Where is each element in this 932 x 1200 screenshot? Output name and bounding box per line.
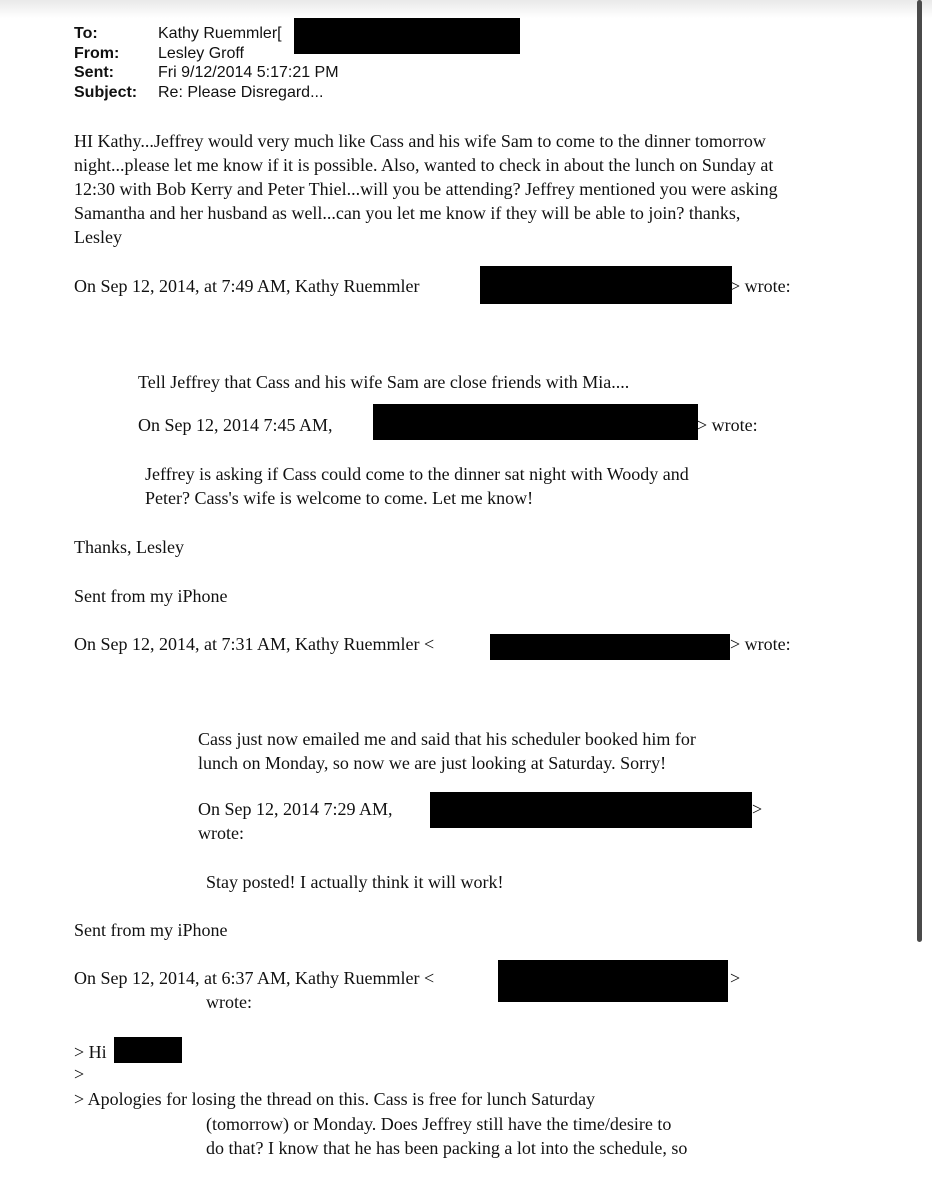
quoted-text: > Hi [74,1042,107,1062]
subject-row [74,83,339,103]
quote-attribution: On Sep 12, 2014, at 6:37 AM, Kathy Ruemmler < [74,968,435,988]
to-value: Kathy Ruemmler[ [158,25,282,42]
quote-attribution-suffix: > wrote: [697,415,758,435]
subject-value: Re: Please Disregard... [158,83,324,101]
quoted-text: Tell Jeffrey that Cass and his wife Sam are close friends with Mia.... [138,372,630,392]
quoted-text: do that? I know that he has been packing a lot into the schedule, so [206,1138,688,1158]
sent-value: Fri 9/12/2014 5:17:21 PM [158,64,339,81]
redaction-box [373,404,698,440]
quote-attribution-wrote: wrote: [198,823,244,843]
quote-attribution: On Sep 12, 2014, at 7:49 AM, Kathy Ruemmler [74,276,420,296]
to-label: To: [74,25,98,42]
quoted-text: lunch on Monday, so now we are just looking at Saturday. Sorry! [198,753,667,773]
quote-attribution-suffix: > wrote: [730,276,791,296]
body-line: HI Kathy...Jeffrey would very much like Cass and his wife Sam to come to the dinner tomorrow [74,131,766,151]
redaction-box [114,1037,182,1063]
redaction-box [480,266,732,304]
quoted-text: Cass just now emailed me and said that his scheduler booked him for [198,729,696,749]
quoted-text: Peter? Cass's wife is welcome to come. Let me know! [145,488,534,508]
sent-row [74,63,339,83]
body-line: Lesley [74,227,122,247]
quoted-text: Jeffrey is asking if Cass could come to the dinner sat night with Woody and [145,464,689,484]
quoted-text: (tomorrow) or Monday. Does Jeffrey still have the time/desire to [206,1114,672,1134]
redaction-box [430,792,752,828]
redaction-box [498,960,728,1002]
scrollbar[interactable] [917,0,922,942]
body-line: 12:30 with Bob Kerry and Peter Thiel...will you be attending? Jeffrey mentioned you were asking [74,179,778,199]
from-value: Lesley Groff [158,44,244,62]
quoted-text: Stay posted! I actually think it will work! [206,872,504,892]
subject-label: Subject: [74,83,138,101]
signature-text: Thanks, Lesley [74,537,184,557]
quoted-text: > Apologies for losing the thread on this. Cass is free for lunch Saturday [74,1089,596,1109]
body-line: night...please let me know if it is possible. Also, wanted to check in about the lunch on Sunday at [74,155,774,175]
quote-attribution-suffix: > [730,968,741,988]
signature-text: Sent from my iPhone [74,920,228,940]
redaction-box [294,18,520,54]
redaction-box [490,634,730,660]
quote-attribution-suffix: > [752,799,763,819]
quote-attribution: On Sep 12, 2014, at 7:31 AM, Kathy Ruemmler < [74,634,435,654]
top-fade [0,0,932,18]
from-label: From: [74,44,120,62]
quote-attribution: On Sep 12, 2014 7:29 AM, [198,799,393,819]
body-line: Samantha and her husband as well...can you let me know if they will be able to join? thanks, [74,203,741,223]
quote-marker: > [74,1064,85,1084]
signature-text: Sent from my iPhone [74,586,228,606]
quote-attribution-wrote: wrote: [206,992,252,1012]
quote-attribution-suffix: > wrote: [730,634,791,654]
sent-label: Sent: [74,64,114,81]
quote-attribution: On Sep 12, 2014 7:45 AM, [138,415,333,435]
